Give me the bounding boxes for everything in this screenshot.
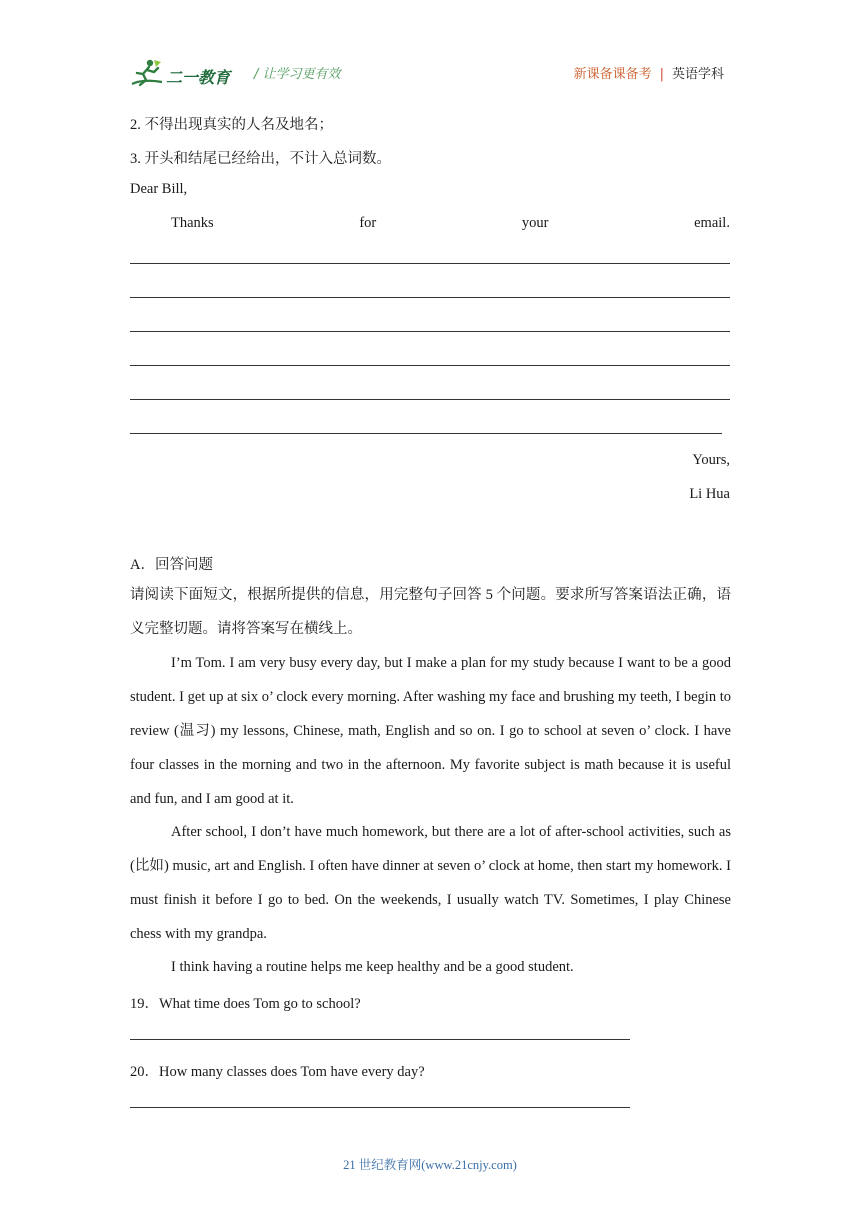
passage-text: After school, I don’t have much homework, but there are a lot of after-school activities, such as (比如) music, art and English. I often have dinner at seven o’ clock at home, then start my homework. I must finish it before I go to bed. On the weekends, I usually watch TV. Sometimes, I play Chinese chess with my grandpa.	[130, 824, 731, 942]
writing-line[interactable]	[130, 263, 730, 264]
brand-slogan: / 让学习更有效	[254, 67, 341, 82]
letter-signature: Li Hua	[689, 486, 730, 502]
passage-text: I think having a routine helps me keep healthy and be a good student.	[171, 959, 574, 975]
course-series: 新课备课备考	[573, 67, 652, 82]
writing-line[interactable]	[130, 433, 722, 434]
writing-line[interactable]	[130, 365, 730, 366]
page-footer: 21 世纪教育网(www.21cnjy.com)	[343, 1158, 517, 1172]
course-subject: 英语学科	[671, 67, 724, 82]
header-course-info	[574, 63, 724, 82]
question-19: 19．What time does Tom go to school?	[130, 996, 361, 1012]
runner-logo-icon	[130, 58, 164, 88]
opening-word: your	[521, 215, 549, 231]
passage-paragraph-1	[130, 646, 731, 816]
opening-word: Thanks	[171, 215, 214, 231]
opening-word: email.	[694, 215, 730, 231]
passage-paragraph-3	[130, 950, 731, 984]
passage-text: I’m Tom. I am very busy every day, but I make a plan for my study because I want to be a good student. I get up at six o’ clock every morning. After washing my face and brushing my teeth, I begin to review (温习) my lessons, Chinese, math, English and so on. I go to school at seven o’ clock. I have four classes in the morning and two in the afternoon. My favorite subject is math because it is useful and fun, and I am good at it.	[130, 655, 731, 807]
instruction-item-3: 3. 开头和结尾已经给出，不计入总词数。	[130, 151, 391, 167]
writing-line[interactable]	[130, 399, 730, 400]
page-header	[130, 56, 730, 90]
section-instruction: 请阅读下面短文，根据所提供的信息，用完整句子回答 5 个问题。要求所写答案语法正确，语义完整切题。请将答案写在横线上。	[130, 587, 731, 637]
instruction-item-2: 2. 不得出现真实的人名及地名；	[130, 117, 333, 133]
answer-line[interactable]	[130, 1107, 630, 1108]
letter-closing: Yours,	[692, 452, 730, 468]
header-separator: |	[659, 67, 664, 82]
brand-name: 二一教育	[166, 68, 231, 87]
letter-greeting: Dear Bill,	[130, 181, 188, 197]
answer-line[interactable]	[130, 1039, 630, 1040]
writing-line[interactable]	[130, 297, 730, 298]
writing-line[interactable]	[130, 331, 730, 332]
letter-opening-line	[171, 215, 730, 232]
opening-word: for	[359, 215, 377, 231]
section-title: A．回答问题	[130, 557, 213, 573]
passage-paragraph-2	[130, 815, 731, 951]
question-20: 20．How many classes does Tom have every day?	[130, 1064, 425, 1080]
